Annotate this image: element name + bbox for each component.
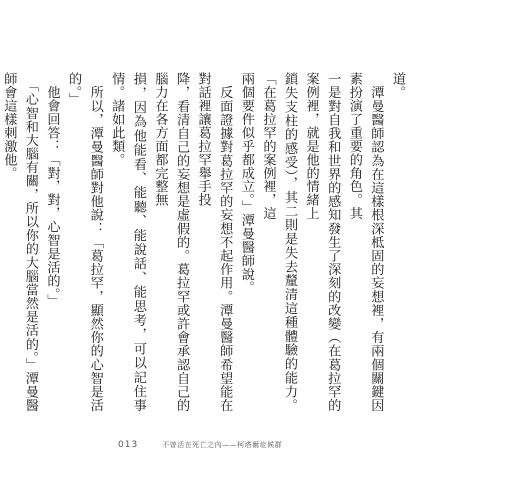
text-column: 一是對自我和世界的感知發生了深刻的改變（在葛拉罕的案例裡，就是他的情緒上 bbox=[303, 72, 341, 412]
text-column: 鎖失支柱的感受），其二則是失去釐清這種體驗的能力。「在葛拉罕的案例裡，這 bbox=[260, 72, 298, 412]
vertical-text-body bbox=[0, 72, 408, 412]
text-column: 反面證據對葛拉罕的妄想不起作用。潭曼醫師希望能在對話裡讓葛拉罕舉手投 bbox=[195, 72, 233, 412]
text-column: 降，看清自己的妄想是虛假的。葛拉罕或許會承認自己的腦力在各方面都完整無 bbox=[152, 72, 190, 412]
page-footer bbox=[118, 440, 282, 450]
text-column: 潭曼醫師認為在這樣根深柢固的妄想裡，有兩個關鍵因素扮演了重要的角色。其 bbox=[346, 72, 384, 412]
text-column: 兩個要件似乎都成立。」潭曼醫師說。 bbox=[238, 72, 254, 295]
text-column: 所以，潭曼醫師對他說：「葛拉罕，顯然你的心智是活的。」 bbox=[66, 72, 103, 412]
running-title: 不曾活在死亡之內——柯塔爾症候群 bbox=[162, 441, 283, 449]
page-number: 013 bbox=[118, 440, 139, 450]
text-column: 道。 bbox=[390, 72, 405, 99]
text-column: 損，因為他能看、能聽、能說話、能思考，可以記住事情。諸如此類。 bbox=[109, 72, 146, 412]
text-column: 他會回答：「對，對，心智是活的。」 bbox=[44, 72, 60, 308]
text-column: 「心智和大腦有關，所以你的大腦當然是活的。」潭曼醫師會這樣刺激他。 bbox=[1, 72, 38, 412]
